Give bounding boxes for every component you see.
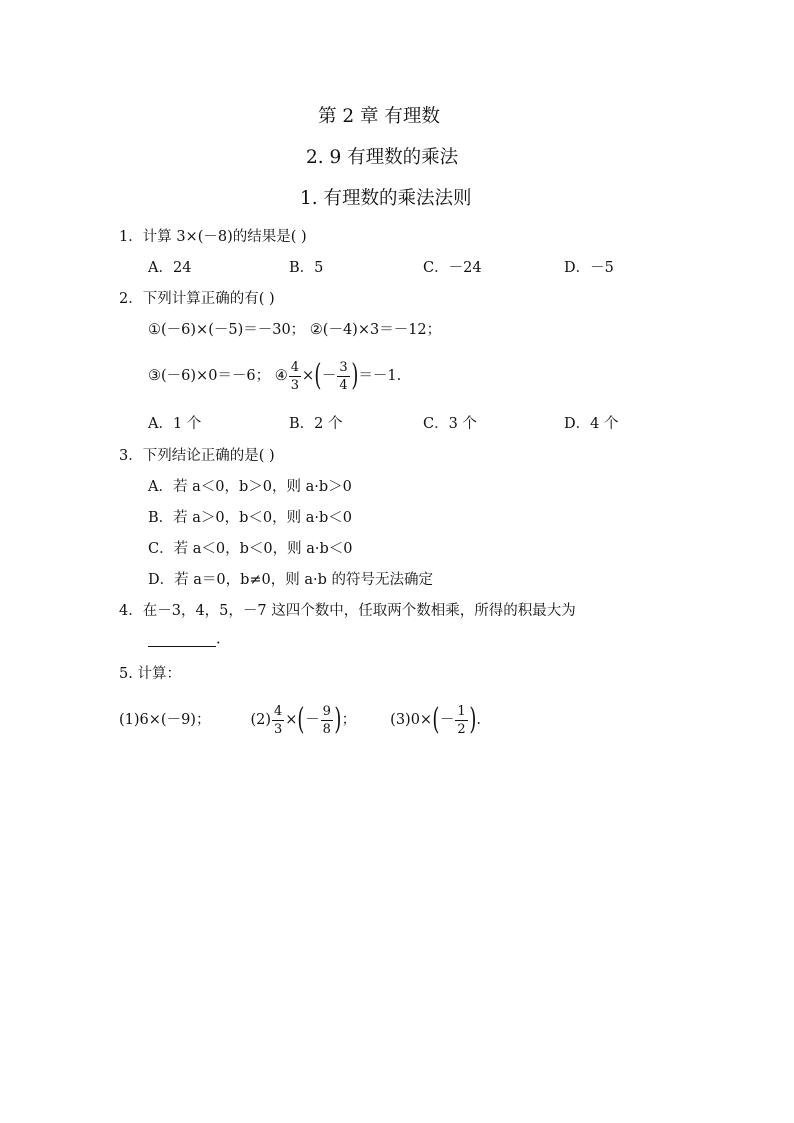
- right-paren: ): [351, 358, 359, 393]
- times-sign: ×: [302, 367, 315, 384]
- q2-option-c: C．3 个: [423, 416, 477, 432]
- section-title: 2. 9 有理数的乘法: [306, 147, 459, 168]
- fraction-numerator: 1: [457, 703, 466, 719]
- fraction-numerator: 9: [322, 703, 331, 719]
- fraction-denominator: 8: [322, 721, 331, 737]
- q2-statements-3-4: [148, 354, 401, 398]
- q1-option-c: C．－24: [423, 260, 482, 276]
- q5-problem-1: (1)6×(－9)；: [119, 711, 211, 728]
- minus-sign: －: [439, 711, 455, 728]
- q4-period: .: [216, 631, 221, 648]
- fraction-four-thirds: [289, 361, 301, 392]
- question-3-stem: 3．下列结论正确的是( ): [119, 448, 275, 464]
- q3-option-a: A．若 a＜0，b＞0，则 a·b＞0: [148, 479, 352, 495]
- q4-answer-line: [148, 632, 221, 647]
- subsection-title: 1. 有理数的乘法法则: [300, 188, 472, 209]
- q5-problems-row: [119, 698, 481, 742]
- fraction-denominator: 3: [274, 721, 283, 737]
- question-1-stem: 1．计算 3×(－8)的结果是( ): [119, 229, 307, 245]
- q2-option-a: A．1 个: [148, 416, 202, 432]
- q5-problem-2-end: ；: [341, 711, 357, 728]
- question-5-stem: 5. 计算：: [119, 666, 181, 682]
- fraction-three-quarters: [337, 361, 349, 392]
- fraction-nine-eighths: [321, 705, 333, 736]
- q1-option-d: D．－5: [564, 260, 614, 276]
- q2-statements-1-2: ①(－6)×(－5)＝－30； ②(－4)×3＝－12；: [148, 322, 442, 338]
- fraction-denominator: 2: [457, 721, 466, 737]
- minus-sign: －: [305, 711, 320, 728]
- right-paren: ): [468, 702, 476, 737]
- question-2-stem: 2．下列计算正确的有( ): [119, 291, 275, 307]
- q5-problem-3-end: .: [476, 711, 481, 728]
- times-sign: ×: [285, 711, 298, 728]
- left-paren: (: [432, 702, 440, 737]
- q2-statement-4-result: ＝－1.: [358, 367, 402, 384]
- q3-option-d: D．若 a＝0，b≠0，则 a·b 的符号无法确定: [148, 572, 434, 588]
- fraction-numerator: 3: [339, 359, 348, 375]
- q3-option-c: C．若 a＜0，b＜0，则 a·b＜0: [148, 541, 353, 557]
- fraction-numerator: 4: [290, 359, 300, 375]
- fraction-numerator: 4: [274, 703, 283, 719]
- answer-blank: [148, 632, 216, 647]
- question-4-stem: 4．在－3，4，5，－7 这四个数中，任取两个数相乘，所得的积最大为: [119, 603, 576, 619]
- q5-problem-2-label: (2): [250, 711, 272, 728]
- q5-problem-3-label: (3)0×: [390, 711, 433, 728]
- fraction-one-half: [455, 705, 467, 736]
- q2-statement-3: ③(－6)×0＝－6； ④: [148, 367, 288, 384]
- right-paren: ): [334, 702, 342, 737]
- left-paren: (: [314, 358, 322, 393]
- minus-sign: －: [321, 367, 337, 384]
- fraction-four-thirds: [272, 705, 284, 736]
- fraction-denominator: 4: [339, 377, 348, 393]
- q3-option-b: B．若 a＞0，b＜0，则 a·b＜0: [148, 510, 353, 526]
- q2-option-d: D．4 个: [564, 416, 619, 432]
- q1-option-b: B．5: [289, 260, 324, 276]
- q2-option-b: B．2 个: [289, 416, 343, 432]
- q1-option-a: A．24: [148, 260, 192, 276]
- fraction-denominator: 3: [290, 377, 300, 393]
- chapter-title: 第 2 章 有理数: [318, 106, 440, 127]
- left-paren: (: [297, 702, 305, 737]
